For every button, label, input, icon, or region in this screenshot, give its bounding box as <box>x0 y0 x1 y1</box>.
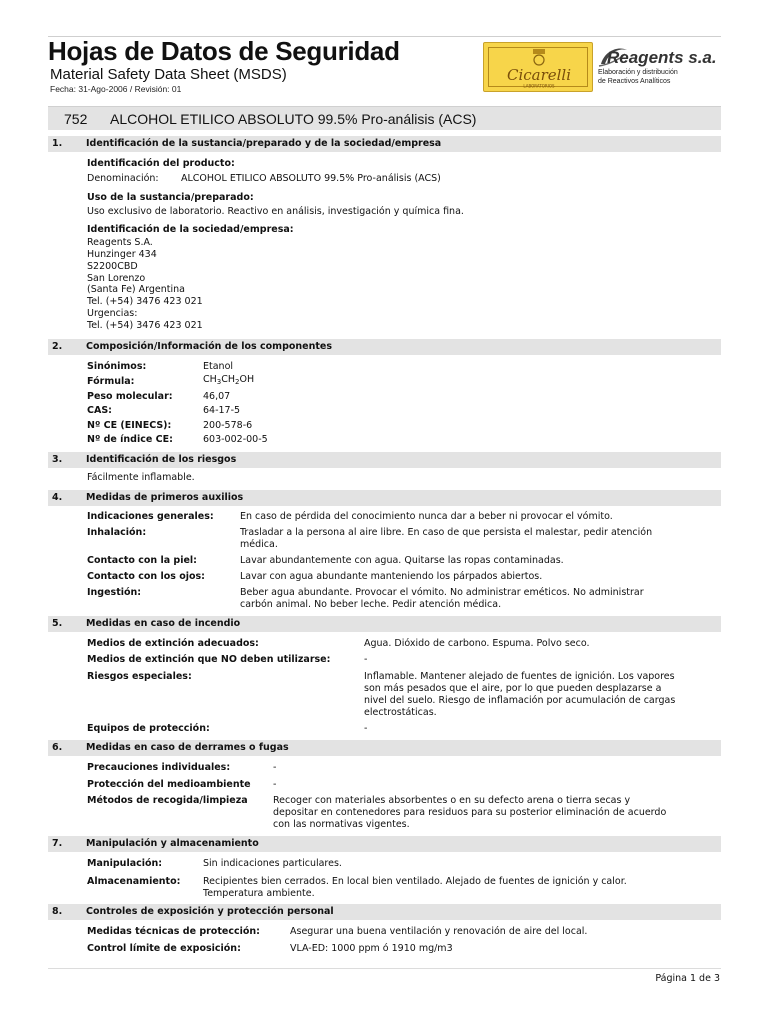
field-label: Almacenamiento: <box>87 876 181 887</box>
field-value: depositar en contenedores para residuos para su posterior eliminación de acuerdo <box>273 807 667 818</box>
section-6-header: 6. Medidas en caso de derrames o fugas <box>48 740 721 756</box>
section-title: Medidas en caso de derrames o fugas <box>86 742 289 753</box>
product-id-heading: Identificación del producto: <box>87 158 235 169</box>
field-value: Trasladar a la persona al aire libre. En caso de que persista el malestar, pedir atención <box>240 527 653 538</box>
field-value: En caso de pérdida del conocimiento nunca dar a beber ni provocar el vómito. <box>240 511 613 522</box>
field-value: 64-17-5 <box>203 405 241 416</box>
field-label: Manipulación: <box>87 858 163 869</box>
field-label: Fórmula: <box>87 376 135 387</box>
field-label: Equipos de protección: <box>87 723 210 734</box>
field-value: Temperatura ambiente. <box>203 888 315 899</box>
field-value: Agua. Dióxido de carbono. Espuma. Polvo seco. <box>364 638 590 649</box>
reagents-logo-text: Reagents s.a. <box>607 48 717 67</box>
field-value: Inflamable. Mantener alejado de fuentes de ignición. Los vapores <box>364 671 675 682</box>
field-label: Medios de extinción adecuados: <box>87 638 259 649</box>
field-value: 46,07 <box>203 391 231 402</box>
field-value: Recipientes bien cerrados. En local bien ventilado. Alejado de fuentes de ignición y calor. <box>203 876 627 887</box>
field-label: Medios de extinción que NO deben utilizarse: <box>87 654 331 665</box>
field-label: Indicaciones generales: <box>87 511 214 522</box>
field-value: - <box>364 723 368 734</box>
field-value: Asegurar una buena ventilación y renovación de aire del local. <box>290 926 588 937</box>
product-number: 752 <box>64 111 88 127</box>
field-label: Protección del medioambiente <box>87 779 251 790</box>
field-value: nivel del suelo. Riesgo de inflamación por acumulación de cargas <box>364 695 676 706</box>
reagents-description: Elaboración y distribución de Reactivos Analíticos <box>598 69 678 85</box>
field-label: Ingestión: <box>87 587 142 598</box>
sociedad-heading: Identificación de la sociedad/empresa: <box>87 224 294 235</box>
section-title: Medidas en caso de incendio <box>86 618 241 629</box>
section-title: Medidas de primeros auxilios <box>86 492 244 503</box>
section-7-header: 7. Manipulación y almacenamiento <box>48 836 721 852</box>
risk-text: Fácilmente inflamable. <box>87 472 195 483</box>
section-title: Identificación de la sustancia/preparado y de la sociedad/empresa <box>86 138 442 149</box>
field-label: Contacto con los ojos: <box>87 571 205 582</box>
field-value: electrostáticas. <box>364 707 437 718</box>
field-label: Contacto con la piel: <box>87 555 197 566</box>
address-line: Hunzinger 434 <box>87 249 157 260</box>
field-label: Métodos de recogida/limpieza <box>87 795 248 806</box>
field-value: 603-002-00-5 <box>203 434 268 445</box>
address-line: (Santa Fe) Argentina <box>87 284 186 295</box>
section-4-header: 4. Medidas de primeros auxilios <box>48 490 721 506</box>
uso-text: Uso exclusivo de laboratorio. Reactivo en análisis, investigación y química fina. <box>87 206 464 217</box>
denominacion-label: Denominación: <box>87 173 159 184</box>
field-value: son más pesados que el aire, por lo que pueden desplazarse a <box>364 683 662 694</box>
field-label: Nº de índice CE: <box>87 434 173 445</box>
cicarelli-logo <box>483 42 593 92</box>
field-label: Nº CE (EINECS): <box>87 420 172 431</box>
uso-heading: Uso de la sustancia/preparado: <box>87 192 254 203</box>
field-value: - <box>273 779 277 790</box>
field-value: con las normativas vigentes. <box>273 819 410 830</box>
field-label: Sinónimos: <box>87 361 147 372</box>
cicarelli-logo-text: Cicarelli <box>506 66 572 84</box>
product-name: ALCOHOL ETILICO ABSOLUTO 99.5% Pro-análisis (ACS) <box>110 111 477 127</box>
field-value: Beber agua abundante. Provocar el vómito. No administrar eméticos. No administrar <box>240 587 644 598</box>
urgencias-label: Urgencias: <box>87 308 138 319</box>
section-2-header: 2. Composición/Información de los componentes <box>48 339 721 355</box>
address-line: San Lorenzo <box>87 273 146 284</box>
field-value: 200-578-6 <box>203 420 253 431</box>
section-title: Manipulación y almacenamiento <box>86 838 259 849</box>
document-title: Hojas de Datos de Seguridad <box>48 36 400 66</box>
section-title: Composición/Información de los componentes <box>86 341 333 352</box>
field-value: - <box>273 762 277 773</box>
field-label: CAS: <box>87 405 112 416</box>
phone-line: Tel. (+54) 3476 423 021 <box>87 296 203 307</box>
field-label: Medidas técnicas de protección: <box>87 926 260 937</box>
field-value: Lavar abundantemente con agua. Quitarse las ropas contaminadas. <box>240 555 564 566</box>
section-3-header: 3. Identificación de los riesgos <box>48 452 721 468</box>
section-1-header: 1. Identificación de la sustancia/preparado y de la sociedad/empresa <box>48 136 721 152</box>
field-value: carbón animal. No beber leche. Pedir atención médica. <box>240 599 502 610</box>
field-value: Lavar con agua abundante manteniendo los párpados abiertos. <box>240 571 543 582</box>
field-value: médica. <box>240 539 278 550</box>
field-label: Inhalación: <box>87 527 147 538</box>
phone-line: Tel. (+54) 3476 423 021 <box>87 320 203 331</box>
address-line: Reagents S.A. <box>87 237 153 248</box>
footer-rule <box>48 968 721 969</box>
product-bar <box>48 106 721 130</box>
denominacion-value: ALCOHOL ETILICO ABSOLUTO 99.5% Pro-análisis (ACS) <box>181 173 441 184</box>
field-label: Precauciones individuales: <box>87 762 231 773</box>
section-title: Identificación de los riesgos <box>86 454 237 465</box>
document-subtitle: Material Safety Data Sheet (MSDS) <box>50 66 287 83</box>
formula-value: $CH_3CH_2OH$ <box>203 374 255 386</box>
field-label: Riesgos especiales: <box>87 671 192 682</box>
field-label: Control límite de exposición: <box>87 943 241 954</box>
section-8-header: 8. Controles de exposición y protección personal <box>48 904 721 920</box>
section-5-header: 5. Medidas en caso de incendio <box>48 616 721 632</box>
field-value: - <box>364 654 368 665</box>
field-label: Peso molecular: <box>87 391 173 402</box>
page-number: Página 1 de 3 <box>655 973 720 984</box>
field-value: VLA-ED: 1000 ppm ó 1910 mg/m3 <box>290 943 453 954</box>
field-value: Sin indicaciones particulares. <box>203 858 342 869</box>
section-title: Controles de exposición y protección personal <box>86 906 334 917</box>
field-value: Recoger con materiales absorbentes o en su defecto arena o tierra secas y <box>273 795 631 806</box>
address-line: S2200CBD <box>87 261 138 272</box>
document-date-revision: Fecha: 31-Ago-2006 / Revisión: 01 <box>50 84 182 94</box>
field-value: Etanol <box>203 361 234 372</box>
cicarelli-logo-sub: LABORATORIOS <box>523 83 555 89</box>
